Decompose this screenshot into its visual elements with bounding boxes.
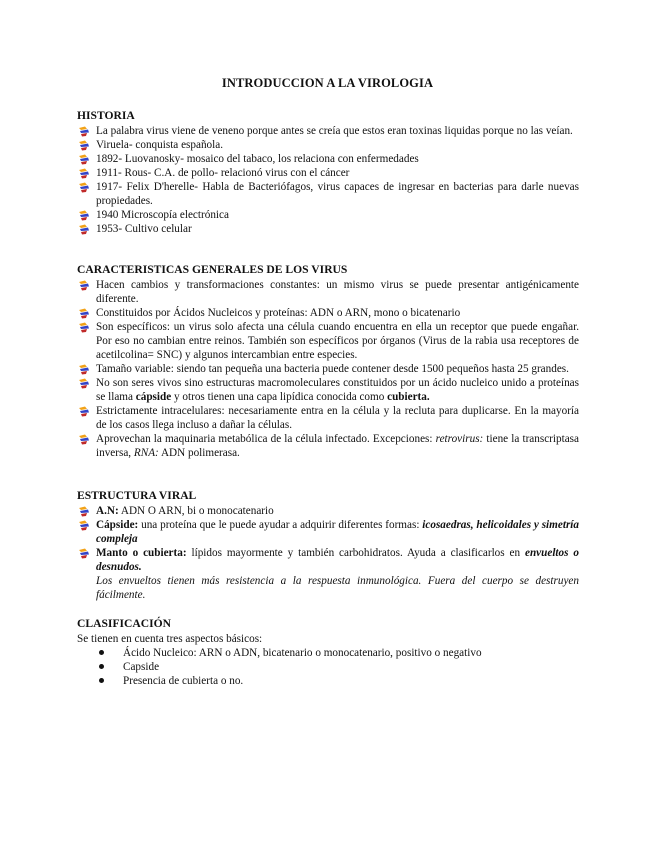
feather-bullet-icon [78,506,90,517]
feather-bullet-icon [78,182,90,193]
feather-bullet-icon [78,154,90,165]
feather-bullet-icon [78,364,90,375]
feather-bullet-icon [78,406,90,417]
list-item: Estrictamente intracelulares: necesariamente entra en la célula y la recluta para duplicarse. En la mayoría de los casos llega incluso a dañar la células. [77,404,579,432]
feather-bullet-icon [78,140,90,151]
round-dot-icon [99,678,104,683]
historia-list [77,124,579,236]
feather-bullet-icon [78,322,90,333]
section-heading-estructura: ESTRUCTURA VIRAL [77,489,197,502]
list-item: Viruela- conquista española. [77,138,579,152]
feather-bullet-icon [78,548,90,559]
list-item: Capside [97,660,579,674]
list-item: Ácido Nucleico: ARN o ADN, bicatenario o monocatenario, positivo o negativo [97,646,579,660]
feather-bullet-icon [78,434,90,445]
round-dot-icon [99,664,104,669]
estructura-list [77,504,579,574]
list-item: Hacen cambios y transformaciones constantes: un mismo virus se puede presentar antigénicamente diferente. [77,278,579,306]
list-item: Son específicos: un virus solo afecta una célula cuando encuentra en ella un receptor que puede engañar. Por eso no cambian entre reinos. También son específicos por órganos (Virus de la rabia usa receptores de acetilcolina= SNC) y algunos intercambian entre especies. [77,320,579,362]
list-item: 1892- Luovanosky- mosaico del tabaco, los relaciona con enfermedades [77,152,579,166]
clasificacion-list [77,646,579,688]
round-dot-icon [99,650,104,655]
section-historia [77,109,579,236]
feather-bullet-icon [78,210,90,221]
estructura-note: Los envueltos tienen más resistencia a la respuesta inmunológica. Fuera del cuerpo se destruyen fácilmente. [96,575,579,601]
list-item: La palabra virus viene de veneno porque antes se creía que estos eran toxinas liquidas porque no las veían. [77,124,579,138]
section-clasificacion [77,617,579,688]
list-item: Manto o cubierta: lípidos mayormente y también carbohidratos. Ayuda a clasificarlos en envueltos o desnudos. [77,546,579,574]
section-caracteristicas [77,263,579,460]
section-heading-historia: HISTORIA [77,109,135,122]
clasificacion-intro: Se tienen en cuenta tres aspectos básicos: [77,633,263,645]
feather-bullet-icon [78,224,90,235]
list-item: 1953- Cultivo celular [77,222,579,236]
list-item: Cápside: una proteína que le puede ayudar a adquirir diferentes formas: icosaedras, helicoidales y simetría compleja [77,518,579,546]
list-item: Constituidos por Ácidos Nucleicos y proteínas: ADN o ARN, mono o bicatenario [77,306,579,320]
feather-bullet-icon [78,280,90,291]
feather-bullet-icon [78,308,90,319]
caracteristicas-list [77,278,579,460]
list-item: 1917- Felix D'herelle- Habla de Bacteriófagos, virus capaces de ingresar en bacterias para darle nuevas propiedades. [77,180,579,208]
list-item: Presencia de cubierta o no. [97,674,579,688]
feather-bullet-icon [78,126,90,137]
list-item: Aprovechan la maquinaria metabólica de la célula infectado. Excepciones: retrovirus: tiene la transcriptasa inversa, RNA: ADN polimerasa. [77,432,579,460]
document-title: INTRODUCCION A LA VIROLOGIA [221,76,434,90]
feather-bullet-icon [78,378,90,389]
list-item: A.N: ADN O ARN, bi o monocatenario [77,504,579,518]
list-item: 1911- Rous- C.A. de pollo- relacionó virus con el cáncer [77,166,579,180]
list-item: 1940 Microscopía electrónica [77,208,579,222]
list-item: No son seres vivos sino estructuras macromoleculares constituidos por un ácido nucleico unido a proteínas se llama cápside y otros tienen una capa lipídica conocida como cubierta. [77,376,579,404]
feather-bullet-icon [78,168,90,179]
feather-bullet-icon [78,520,90,531]
section-heading-caracteristicas: CARACTERISTICAS GENERALES DE LOS VIRUS [77,263,348,276]
section-heading-clasificacion: CLASIFICACIÓN [77,617,172,630]
list-item: Tamaño variable: siendo tan pequeña una bacteria puede contener desde 1500 pequeños hasta 25 grandes. [77,362,579,376]
section-estructura-viral [77,489,579,602]
